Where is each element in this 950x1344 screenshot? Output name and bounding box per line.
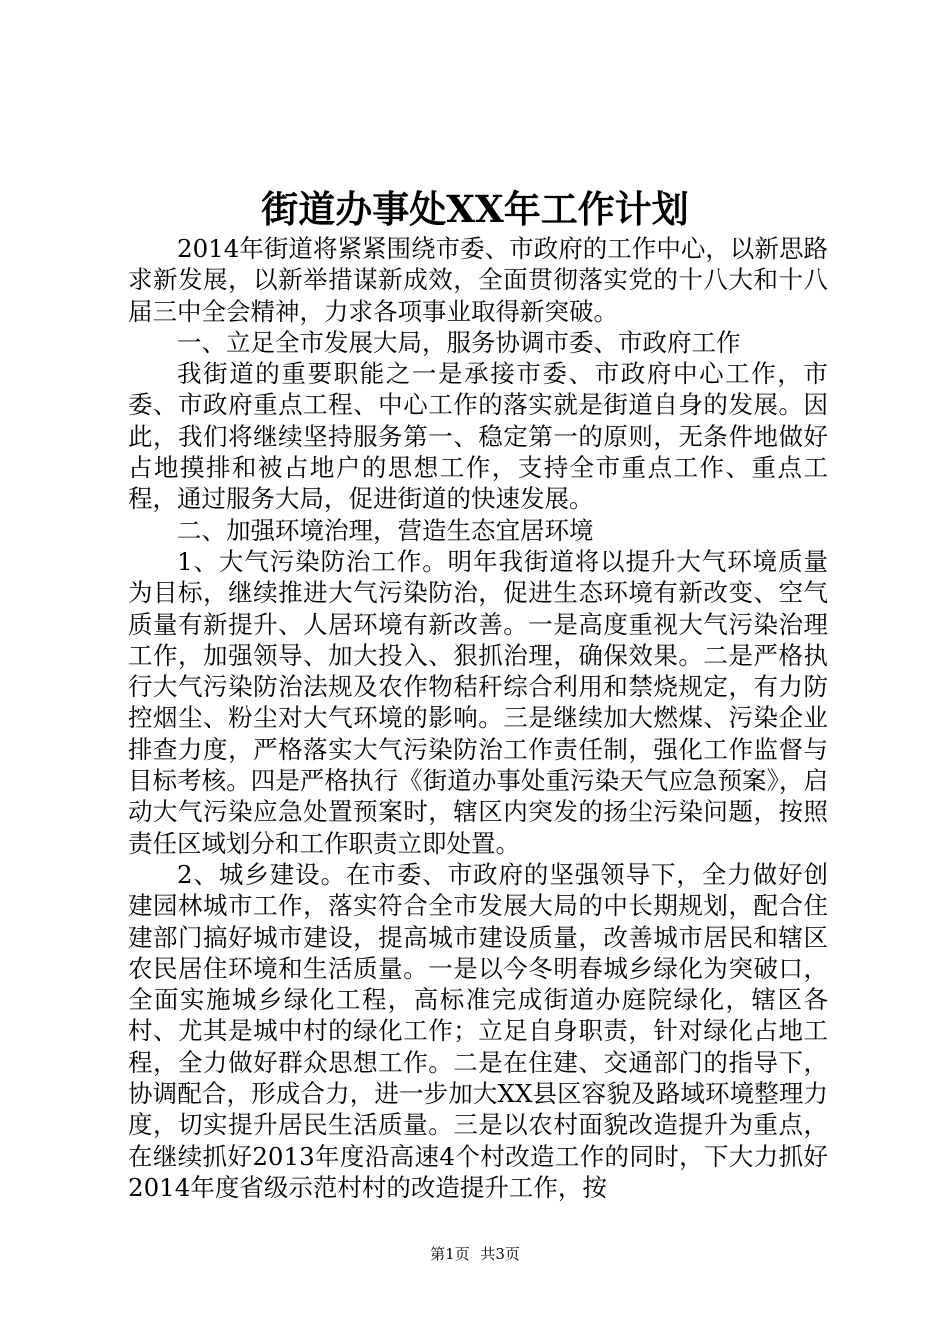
intro-paragraph: 2014年街道将紧紧围绕市委、市政府的工作中心，以新思路求新发展，以新举措谋新成效，全面贯彻落实党的十八大和十八届三中全会精神，力求各项事业取得新突破。 (128, 234, 828, 326)
section-heading-2: 二、加强环境治理，营造生态宜居环境 (177, 515, 594, 545)
urban-rural-paragraph: 2、城乡建设。在市委、市政府的坚强领导下，全力做好创建园林城市工作，落实符合全市发展大局的中长期规划，配合住建部门搞好城市建设，提高城市建设质量，改善城市居民和辖区农民居住环境和生活质量。一是以今冬明春城乡绿化为突破口，全面实施城乡绿化工程，高标准完成街道办庭院绿化，辖区各村、尤其是城中村的绿化工作；立足自身职责，针对绿化占地工程，全力做好群众思想工作。二是在住建、交通部门的指导下，协调配合，形成合力，进一步加大XX县区容貌及路域环境整理力度，切实提升居民生活质量。三是以农村面貌改造提升为重点，在继续抓好2013年度沿高速4个村改造工作的同时，下大力抓好2014年度省级示范村村的改造提升工作，按 (128, 859, 828, 1202)
air-pollution-paragraph: 1、大气污染防治工作。明年我街道将以提升大气环境质量为目标，继续推进大气污染防治，促进生态环境有新改变、空气质量有新提升、人居环境有新改善。一是高度重视大气污染治理工作，加强领导、加大投入、狠抓治理，确保效果。二是严格执行大气污染防治法规及农作物秸秆综合利用和禁烧规定，有力防控烟尘、粉尘对大气环境的影响。三是继续加大燃煤、污染企业排查力度，严格落实大气污染防治工作责任制，强化工作监督与目标考核。四是严格执行《街道办事处重污染天气应急预案》，启动大气污染应急处置预案时，辖区内突发的扬尘污染问题，按照责任区域划分和工作职责立即处置。 (128, 546, 828, 858)
section-1-paragraph: 我街道的重要职能之一是承接市委、市政府中心工作，市委、市政府重点工程、中心工作的落实就是街道自身的发展。因此，我们将继续坚持服务第一、稳定第一的原则，无条件地做好占地摸排和被占地户的思想工作，支持全市重点工作、重点工程，通过服务大局，促进街道的快速发展。 (128, 359, 828, 514)
document-title: 街道办事处XX年工作计划 (261, 187, 689, 231)
page-number-footer: 第1页 共3页 (430, 1245, 520, 1263)
section-heading-1: 一、立足全市发展大局，服务协调市委、市政府工作 (177, 327, 741, 357)
document-body (128, 233, 828, 1203)
